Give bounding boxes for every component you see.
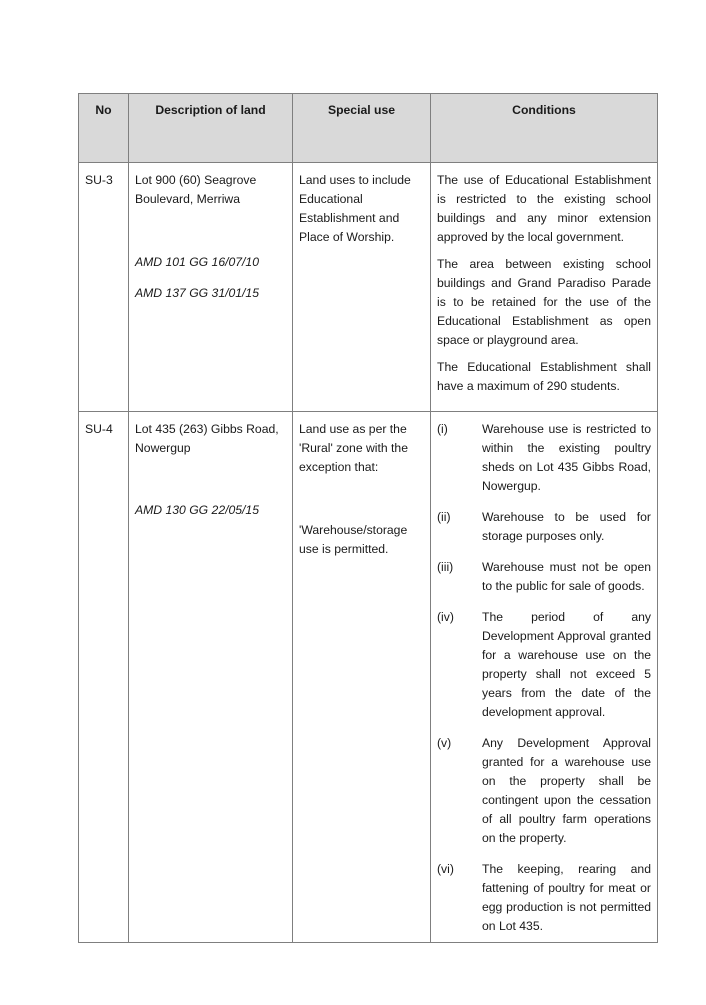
condition-item [437,508,651,546]
special-use-text: Land uses to include Educational Establishment and Place of Worship. [299,173,411,244]
special-use-text: 'Warehouse/storage use is permitted. [299,523,408,556]
condition-text: Warehouse use is restricted to within the existing poultry sheds on Lot 435 Gibbs Road, Nowergup. [482,422,651,493]
amendment-ref: AMD 101 GG 16/07/10 [135,255,259,269]
header-conditions: Conditions [431,94,658,163]
condition-number: (v) [437,736,452,750]
row-number: SU-4 [85,422,113,436]
header-description: Description of land [129,94,293,163]
condition-paragraph: The Educational Establishment shall have a maximum of 290 students. [437,360,651,393]
cell-conditions [431,163,658,412]
land-description: Lot 435 (263) Gibbs Road, Nowergup [135,422,279,455]
condition-text: Any Development Approval granted for a warehouse use on the property shall be contingent upon the cessation of all poultry farm operations on the property. [482,736,651,845]
table-row [79,163,658,412]
condition-number: (iv) [437,610,454,624]
condition-text: Warehouse must not be open to the public for sale of goods. [482,560,651,593]
cell-special-use [293,412,431,943]
table-row [79,412,658,943]
condition-text: The period of any Development Approval granted for a warehouse use on the property shall not exceed 5 years from the date of the development approval. [482,610,651,719]
condition-item [437,860,651,936]
header-no: No [79,94,129,163]
land-description: Lot 900 (60) Seagrove Boulevard, Merriwa [135,173,257,206]
special-use-text: Land use as per the 'Rural' zone with the exception that: [299,422,408,474]
condition-number: (ii) [437,510,451,524]
condition-paragraph: The use of Educational Establishment is restricted to the existing school buildings and any minor extension approved by the local government. [437,173,651,244]
condition-number: (vi) [437,862,454,876]
header-row [79,94,658,163]
condition-text: Warehouse to be used for storage purposes only. [482,510,651,543]
cell-description [129,412,293,943]
cell-no [79,163,129,412]
header-special-use: Special use [293,94,431,163]
row-number: SU-3 [85,173,113,187]
amendment-ref: AMD 130 GG 22/05/15 [135,503,259,517]
condition-item [437,558,651,596]
condition-text: The keeping, rearing and fattening of poultry for meat or egg production is not permitted on Lot 435. [482,862,651,933]
condition-number: (i) [437,422,448,436]
condition-item [437,734,651,848]
cell-special-use [293,163,431,412]
cell-description [129,163,293,412]
condition-number: (iii) [437,560,454,574]
amendment-ref: AMD 137 GG 31/01/15 [135,286,259,300]
special-use-table [78,93,658,943]
condition-item [437,420,651,496]
cell-no [79,412,129,943]
cell-conditions [431,412,658,943]
condition-item [437,608,651,722]
condition-paragraph: The area between existing school buildings and Grand Paradiso Parade is to be retained for the use of the Educational Establishment as open space or playground area. [437,257,651,347]
